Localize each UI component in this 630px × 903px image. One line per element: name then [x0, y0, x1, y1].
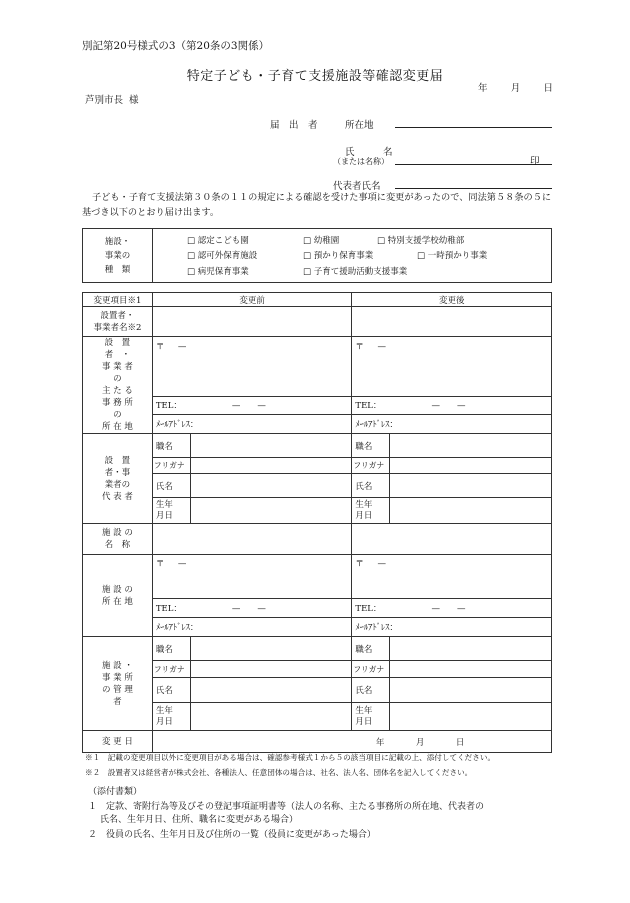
- job-title-label: 職名: [352, 637, 390, 661]
- addressee: [85, 92, 139, 106]
- after-manager-birth-field[interactable]: [390, 703, 552, 731]
- after-rep-name-field[interactable]: [390, 474, 552, 498]
- before-office-postal-field[interactable]: [152, 337, 352, 397]
- label-line: の: [113, 410, 122, 420]
- tel-label: TEL：: [155, 401, 182, 412]
- label-line: 者 ・: [104, 350, 131, 360]
- col-change-item: 変更項目※1: [83, 293, 153, 307]
- row-change-date: [83, 731, 552, 753]
- postal-dash: —: [177, 342, 187, 352]
- checkbox-unlicensed-nursery[interactable]: □ 認可外保育施設: [187, 251, 258, 261]
- label-line: 名 称: [104, 540, 131, 550]
- col-after: 変更後: [352, 293, 552, 307]
- checkbox-extended-care[interactable]: □ 預かり保育事業: [303, 251, 374, 261]
- full-name-label: 氏名: [152, 474, 190, 498]
- after-facility-tel-field[interactable]: [352, 599, 552, 618]
- checkbox-certified-center[interactable]: □ 認定こども園: [187, 236, 249, 246]
- label-line: 設 置: [104, 455, 131, 466]
- label-line: 施 設 の: [101, 528, 133, 538]
- date-month-label: 月: [510, 83, 521, 94]
- row-facility-name: [83, 524, 552, 555]
- note-1: ※１ 記載の変更項目以外に変更項目がある場合は、確認参考様式１から５の該当項目に記載の上、添付してください。: [85, 753, 496, 762]
- addressee-honorific: 様: [129, 95, 139, 106]
- submission-date: [478, 80, 553, 94]
- label-line: 所 在 地: [101, 422, 133, 432]
- row-office-tel: [83, 396, 552, 414]
- row-facility-email: [83, 618, 552, 637]
- label-line: 設置者・: [100, 310, 135, 321]
- full-name-label: 氏名: [152, 678, 190, 703]
- row-manager-birth: [83, 703, 552, 731]
- addressee-name: 芦別市長: [85, 95, 124, 106]
- after-office-email-field[interactable]: [352, 414, 552, 433]
- label-line: 生年: [355, 705, 373, 716]
- label-change-date: 変 更 日: [83, 731, 153, 753]
- after-rep-birth-field[interactable]: [390, 498, 552, 524]
- before-rep-title-field[interactable]: [190, 434, 352, 458]
- date-year-label: 年: [478, 83, 488, 94]
- label-line: 事業者名※2: [93, 322, 142, 333]
- label-line: 事 業 者: [101, 362, 133, 372]
- row-office-email: [83, 414, 552, 433]
- email-label: ﾒｰﾙｱﾄﾞﾚｽ：: [355, 419, 398, 430]
- label-line: 月日: [355, 510, 373, 521]
- notifier-label: 届 出 者: [270, 120, 318, 131]
- after-facility-postal-field[interactable]: [352, 555, 552, 599]
- before-manager-furigana-field[interactable]: [190, 661, 352, 678]
- representative-label: 代表者氏名: [333, 181, 381, 192]
- change-details-table: [82, 292, 552, 753]
- before-manager-birth-field[interactable]: [190, 703, 352, 731]
- attachment-item-1: １ 定款、寄附行為等及びその登記事項証明書等（法人の名称、主たる事務所の所在地、代表者の: [88, 802, 485, 812]
- date-day-label: 日: [543, 83, 553, 94]
- after-rep-title-field[interactable]: [390, 434, 552, 458]
- attachments-heading: （添付書類）: [88, 787, 143, 797]
- label-line: 業者の: [104, 479, 131, 490]
- table-header-row: [83, 293, 552, 307]
- email-label: ﾒｰﾙｱﾄﾞﾚｽ：: [155, 419, 199, 430]
- row-facility-tel: [83, 599, 552, 618]
- label-line: 者・事: [104, 467, 131, 478]
- postal-dash: —: [377, 342, 386, 352]
- form-number-label: 別記第20号様式の3（第20条の3関係）: [82, 40, 270, 52]
- label-line: 設 置: [104, 338, 131, 348]
- postal-mark: 〒: [355, 342, 364, 352]
- birth-date-label: [352, 498, 390, 524]
- before-establisher-name-field[interactable]: [152, 307, 352, 337]
- birth-date-label: [152, 498, 190, 524]
- email-label: ﾒｰﾙｱﾄﾞﾚｽ：: [155, 623, 199, 633]
- label-line: の 管 理: [101, 684, 133, 695]
- checkbox-special-school-kindergarten[interactable]: □ 特別支援学校幼稚部: [377, 236, 465, 246]
- after-manager-title-field[interactable]: [390, 637, 552, 661]
- after-establisher-name-field[interactable]: [352, 307, 552, 337]
- col-before: 変更前: [152, 293, 352, 307]
- label-line: 施 設 の: [101, 584, 133, 595]
- before-office-tel-field[interactable]: [152, 396, 352, 414]
- label-establisher-name: [83, 307, 153, 337]
- label-facility-name: [83, 524, 153, 555]
- email-label: ﾒｰﾙｱﾄﾞﾚｽ：: [355, 623, 398, 633]
- row-manager-furigana: [83, 661, 552, 678]
- statement-text: 子ども・子育て支援法第３０条の１１の規定による確認を受けた事項に変更があったので、同法第５８条の５に基づき以下のとおり届け出ます。: [82, 192, 552, 218]
- furigana-label: フリガナ: [352, 458, 390, 474]
- before-facility-email-field[interactable]: [152, 618, 352, 637]
- before-rep-birth-field[interactable]: [190, 498, 352, 524]
- row-manager-title: [83, 637, 552, 661]
- attachment-item-1-cont: 氏名、生年月日、住所、職名に変更がある場合）: [100, 815, 299, 825]
- label-line: 生年: [155, 705, 173, 716]
- tel-dashes: — —: [231, 401, 266, 412]
- furigana-label: フリガナ: [152, 661, 190, 678]
- label-line: 代 表 者: [101, 491, 133, 502]
- heading-line: 種 類: [104, 264, 131, 275]
- attachment-item-2: ２ 役員の氏名、生年月日及び住所の一覧（役員に変更があった場合）: [88, 830, 376, 840]
- row-office-address-postal: [83, 337, 552, 397]
- document-title: 特定子ども・子育て支援施設等確認変更届: [186, 69, 444, 84]
- tel-label: TEL：: [155, 604, 182, 614]
- row-representative-furigana: [83, 458, 552, 474]
- before-office-email-field[interactable]: [152, 414, 352, 433]
- label-line: 生年: [355, 499, 373, 510]
- tel-label: TEL：: [355, 604, 382, 614]
- name-sub-label: （または名称）: [333, 157, 389, 166]
- label-manager: [83, 637, 153, 731]
- postal-mark: 〒: [355, 559, 364, 569]
- postal-dash: —: [177, 559, 187, 569]
- birth-date-label: [352, 703, 390, 731]
- after-facility-name-field[interactable]: [352, 524, 552, 555]
- row-manager-name: [83, 678, 552, 703]
- before-manager-title-field[interactable]: [190, 637, 352, 661]
- after-rep-furigana-field[interactable]: [390, 458, 552, 474]
- label-line: 月日: [155, 510, 173, 521]
- tel-dashes: — —: [431, 401, 466, 412]
- change-day-label: 日: [455, 737, 465, 748]
- birth-date-label: [152, 703, 190, 731]
- facility-type-options: [153, 229, 552, 283]
- row-representative-birth: [83, 498, 552, 524]
- heading-line: 施設・: [104, 236, 131, 247]
- postal-dash: —: [377, 559, 386, 569]
- note-2: ※２ 設置者又は経営者が株式会社、各種法人、任意団体の場合は、社名、法人名、団体名を記入してください。: [85, 768, 473, 777]
- heading-line: 事業の: [104, 250, 131, 261]
- after-office-postal-field[interactable]: [352, 337, 552, 397]
- change-month-label: 月: [415, 737, 425, 748]
- label-representative: [83, 434, 153, 524]
- checkbox-temporary-care[interactable]: □ 一時預かり事業: [417, 251, 488, 261]
- label-line: 者: [113, 696, 122, 707]
- change-year-label: 年: [375, 737, 385, 748]
- row-facility-address-postal: [83, 555, 552, 599]
- after-office-tel-field[interactable]: [352, 396, 552, 414]
- name-label: 氏 名: [345, 147, 393, 158]
- furigana-label: フリガナ: [152, 458, 190, 474]
- row-representative-title: [83, 434, 552, 458]
- change-date-field[interactable]: [152, 731, 551, 753]
- address-field-line[interactable]: [395, 127, 552, 128]
- label-facility-address: [83, 555, 153, 637]
- checkbox-sick-child-care[interactable]: □ 病児保育事業: [187, 267, 249, 277]
- after-manager-furigana-field[interactable]: [390, 661, 552, 678]
- postal-mark: 〒: [155, 559, 165, 569]
- label-line: 月日: [155, 716, 173, 727]
- row-representative-name: [83, 474, 552, 498]
- checkbox-kindergarten[interactable]: □ 幼稚園: [303, 236, 340, 246]
- seal-mark: 印: [530, 156, 540, 167]
- label-line: 生年: [155, 499, 173, 510]
- label-line: 事 業 所: [101, 672, 133, 683]
- before-rep-name-field[interactable]: [190, 474, 352, 498]
- label-line: 事 務 所: [101, 398, 133, 408]
- furigana-label: フリガナ: [352, 661, 390, 678]
- postal-mark: 〒: [155, 342, 165, 352]
- job-title-label: 職名: [152, 637, 190, 661]
- before-manager-name-field[interactable]: [190, 678, 352, 703]
- after-manager-name-field[interactable]: [390, 678, 552, 703]
- tel-dashes: — —: [231, 604, 266, 614]
- facility-type-heading: [83, 229, 153, 283]
- job-title-label: 職名: [352, 434, 390, 458]
- label-line: 月日: [355, 716, 373, 727]
- row-establisher-name: [83, 307, 552, 337]
- job-title-label: 職名: [152, 434, 190, 458]
- before-facility-name-field[interactable]: [152, 524, 352, 555]
- tel-label: TEL：: [355, 401, 382, 412]
- full-name-label: 氏名: [352, 474, 390, 498]
- representative-field-line[interactable]: [395, 188, 552, 189]
- label-office-address: [83, 337, 153, 434]
- before-facility-postal-field[interactable]: [152, 555, 352, 599]
- label-line: の: [113, 374, 122, 384]
- name-field-line[interactable]: [395, 164, 552, 165]
- tel-dashes: — —: [431, 604, 466, 614]
- label-line: 主 た る: [101, 386, 133, 396]
- label-line: 所 在 地: [101, 596, 133, 607]
- facility-type-table: [82, 228, 552, 283]
- after-facility-email-field[interactable]: [352, 618, 552, 637]
- full-name-label: 氏名: [352, 678, 390, 703]
- before-rep-furigana-field[interactable]: [190, 458, 352, 474]
- before-facility-tel-field[interactable]: [152, 599, 352, 618]
- label-line: 施 設 ・: [101, 660, 133, 671]
- address-label: 所在地: [345, 120, 374, 131]
- checkbox-childcare-support[interactable]: □ 子育て援助活動支援事業: [303, 267, 408, 277]
